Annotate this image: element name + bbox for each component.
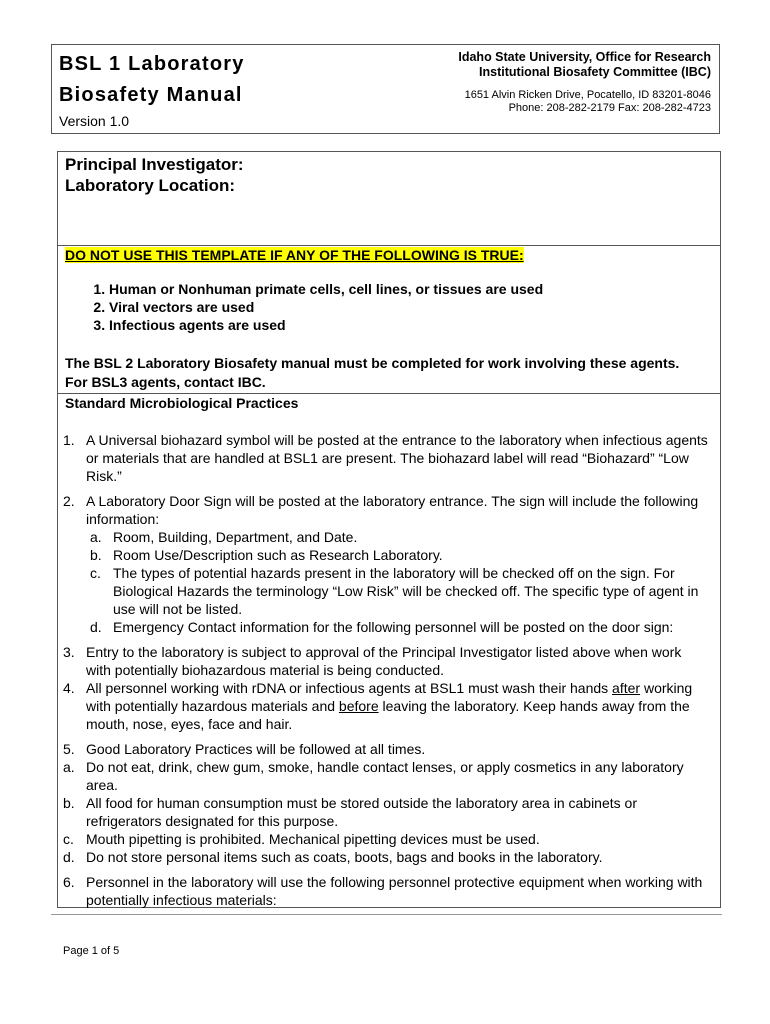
practice-item-2: 2. A Laboratory Door Sign will be posted at the laboratory entrance. The sign will include the following information:	[63, 493, 699, 527]
title-line-1: BSL 1 Laboratory	[59, 53, 245, 75]
practice-item-6: 6. Personnel in the laboratory will use the following personnel protective equipment when working with potentially infectious materials:	[63, 874, 703, 908]
organization-block	[458, 50, 711, 115]
warning-list	[83, 280, 543, 334]
practice-item-4: 4. All personnel working with rDNA or infectious agents at BSL1 must wash their hands after working with potentially hazardous materials and before leaving the laboratory. Keep hands away from the mouth, nose, eyes, face and hair.	[63, 680, 693, 732]
practice-sub-item: b. All food for human consumption must be stored outside the laboratory area in cabinets or refrigerators designated for this purpose.	[63, 795, 637, 829]
footer-divider	[51, 914, 722, 915]
practice-sub-item: d. Emergency Contact information for the following personnel will be posted on the door sign:	[90, 619, 674, 635]
practice-sub-item: b. Room Use/Description such as Research Laboratory.	[90, 547, 443, 563]
practice-sub-item: c. Mouth pipetting is prohibited. Mechanical pipetting devices must be used.	[63, 831, 540, 847]
org-phone: Phone: 208-282-2179 Fax: 208-282-4723	[508, 102, 711, 114]
practice-sub-item: a. Do not eat, drink, chew gum, smoke, handle contact lenses, or apply cosmetics in any laboratory area.	[63, 759, 684, 793]
pi-label: Principal Investigator:	[65, 155, 244, 174]
org-name: Idaho State University, Office for Research	[458, 50, 711, 64]
warning-item: 2. Viral vectors are used	[109, 298, 543, 316]
bsl2-note: The BSL 2 Laboratory Biosafety manual must be completed for work involving these agents. For BSL3 agents, contact IBC.	[65, 355, 680, 390]
warning-heading: DO NOT USE THIS TEMPLATE IF ANY OF THE FOLLOWING IS TRUE:	[65, 247, 524, 263]
practice-sub-item: d. Do not store personal items such as coats, boots, bags and books in the laboratory.	[63, 849, 603, 865]
lab-info-fields	[65, 154, 244, 196]
section-divider	[58, 393, 720, 394]
practices-title: Standard Microbiological Practices	[65, 395, 299, 411]
location-label: Laboratory Location:	[65, 176, 236, 195]
org-address: 1651 Alvin Ricken Drive, Pocatello, ID 83201-8046	[464, 89, 711, 101]
page-number: Page 1 of 5	[63, 945, 120, 957]
practice-item-5: 5. Good Laboratory Practices will be followed at all times.	[63, 741, 426, 757]
manual-body	[57, 151, 721, 908]
title-line-2: Biosafety Manual	[59, 84, 243, 106]
document-header	[51, 44, 720, 134]
section-divider	[58, 245, 720, 246]
practice-sub-item: c. The types of potential hazards present in the laboratory will be checked off on the sign. For Biological Hazards the terminology “Low Risk” will be checked off. The specific type of agent in use will not be listed.	[90, 565, 699, 617]
practice-item-1: 1. A Universal biohazard symbol will be posted at the entrance to the laboratory when infectious agents or materials that are handled at BSL1 are present. The biohazard label will read “Biohazard” “Low Risk.”	[63, 432, 708, 484]
committee-name: Institutional Biosafety Committee (IBC)	[479, 65, 711, 79]
practices-list	[63, 431, 710, 909]
practice-item-3: 3. Entry to the laboratory is subject to approval of the Principal Investigator listed above when work with potentially biohazardous material is being conducted.	[63, 644, 682, 678]
version-label: Version 1.0	[59, 113, 130, 129]
document-title	[59, 49, 245, 111]
warning-item: 3. Infectious agents are used	[109, 316, 543, 334]
warning-item: 1. Human or Nonhuman primate cells, cell lines, or tissues are used	[109, 280, 543, 298]
practice-sub-item: a. Room, Building, Department, and Date.	[90, 529, 358, 545]
